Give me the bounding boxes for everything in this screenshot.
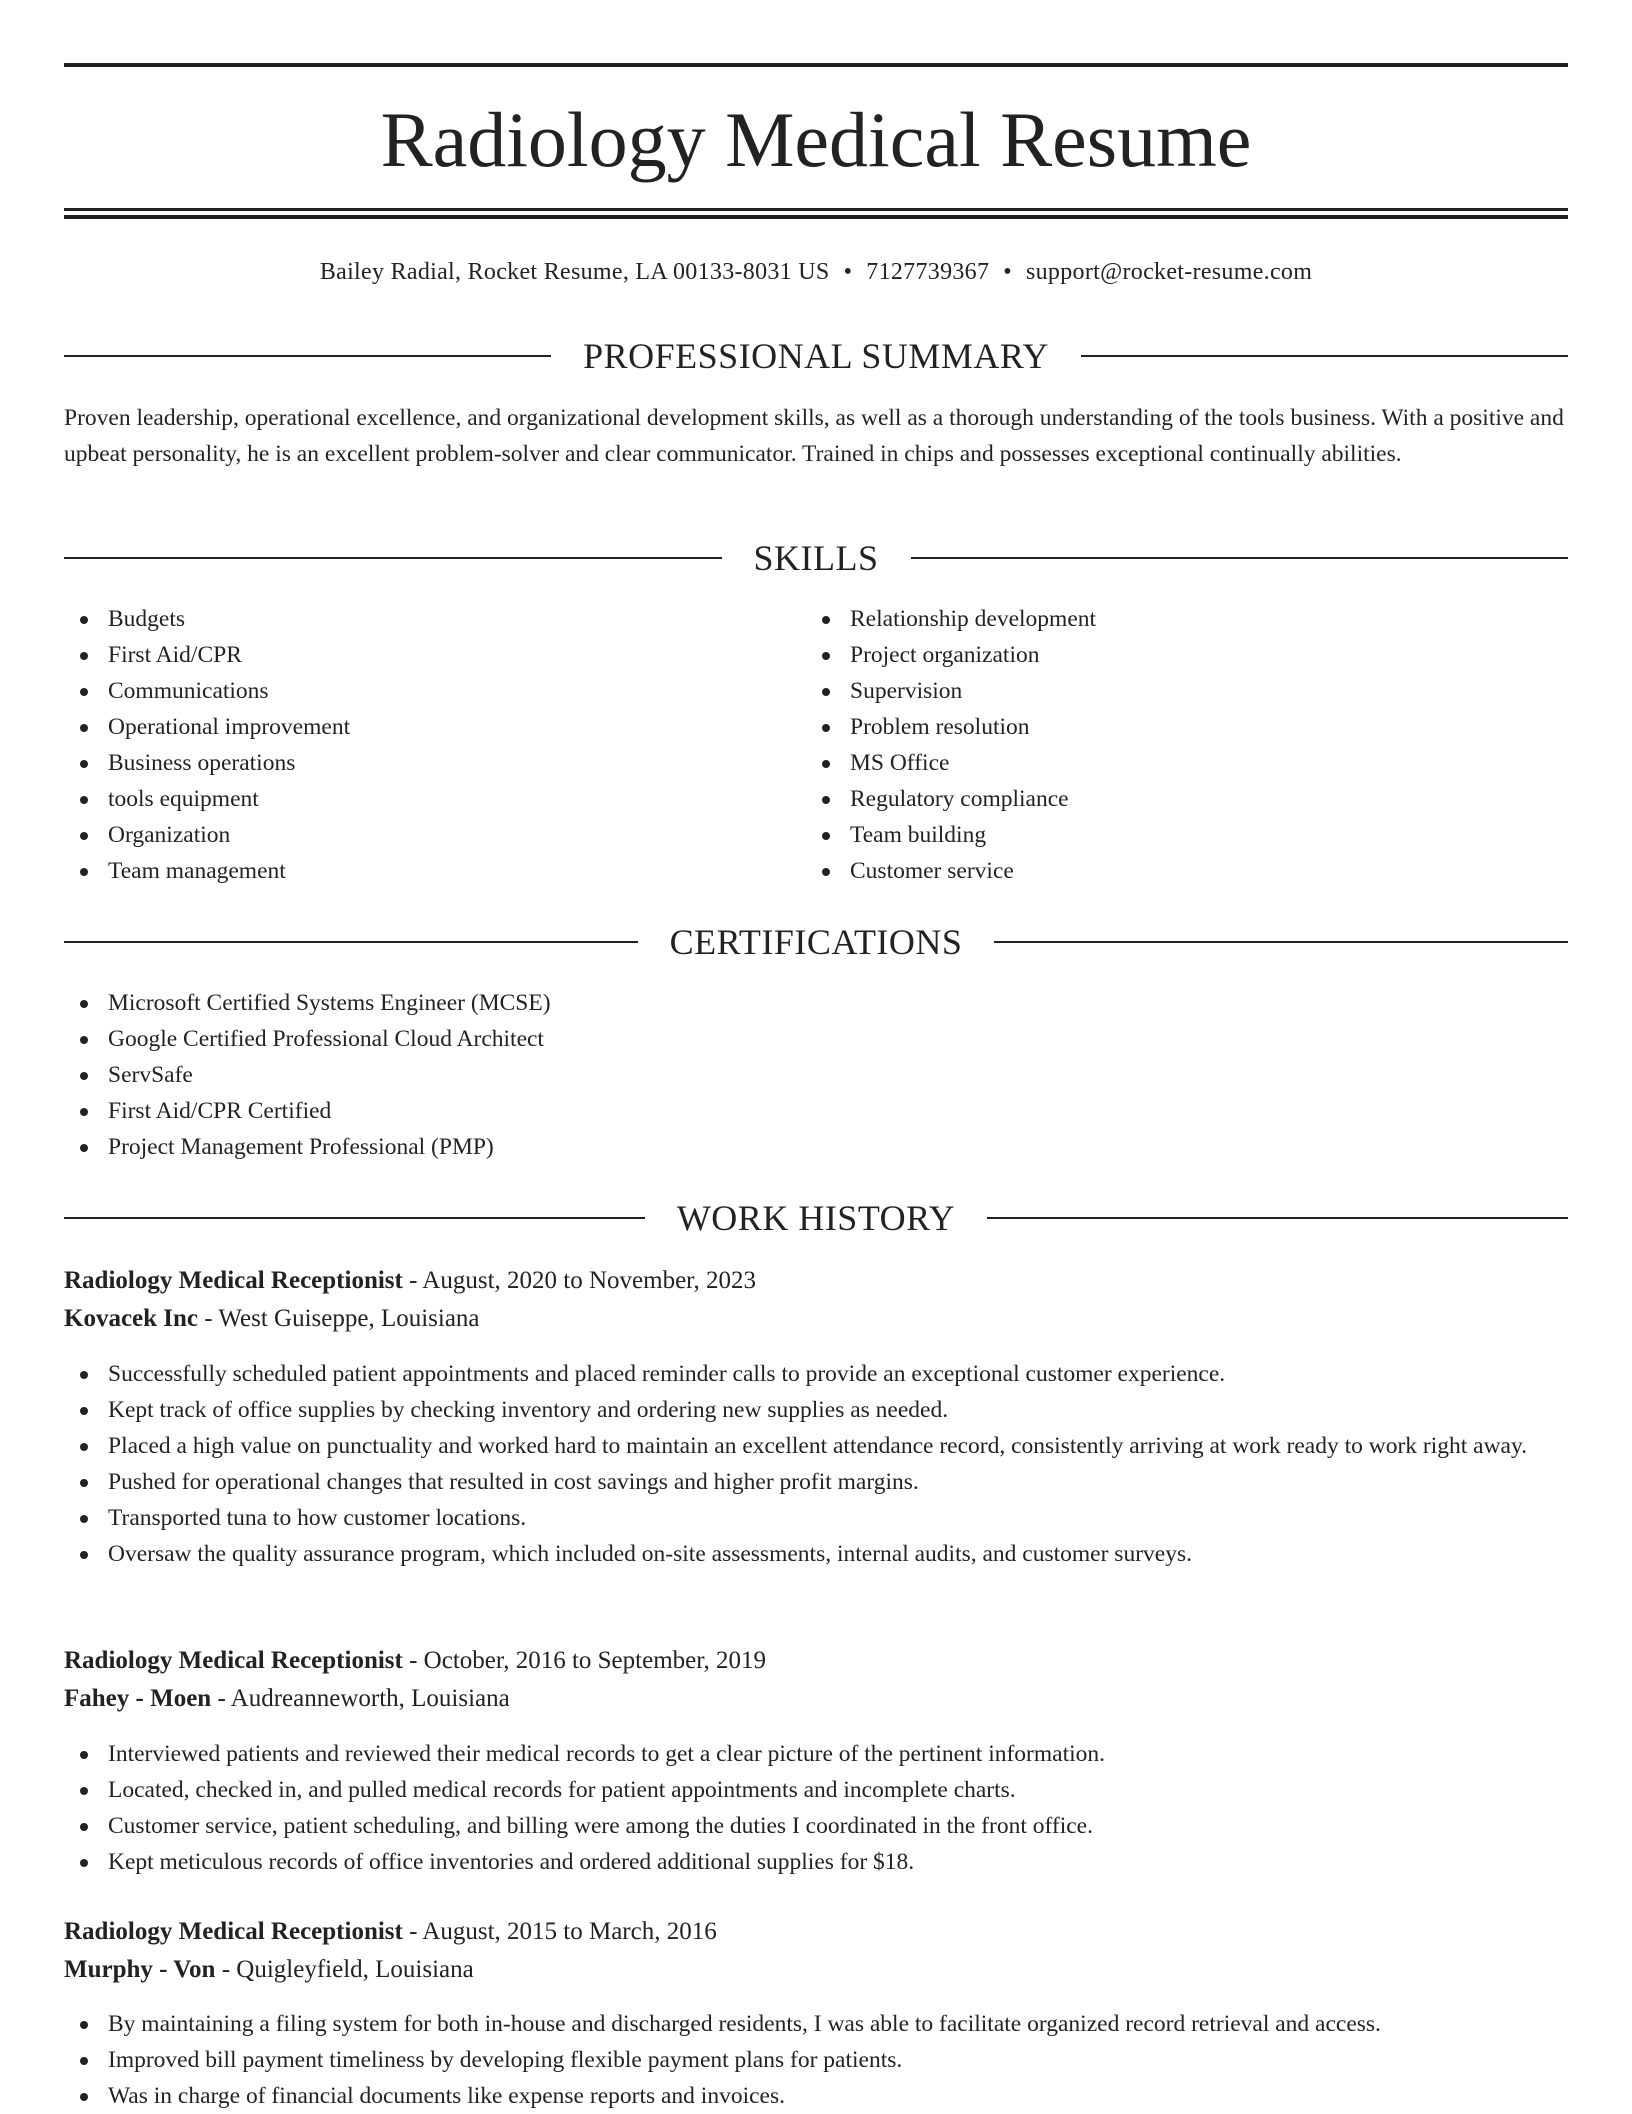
skill-item: Business operations (64, 745, 806, 781)
job-dates: - August, 2015 to March, 2016 (402, 1918, 717, 1945)
summary-section-heading (64, 334, 1568, 378)
certifications-heading-label: CERTIFICATIONS (669, 922, 963, 962)
job-duty: By maintaining a filing system for both in-house and discharged residents, I was able to facilitate organized record retrieval and access. (64, 2006, 1568, 2042)
certification-item: Microsoft Certified Systems Engineer (MCSE) (64, 985, 1568, 1021)
job-duty: Located, checked in, and pulled medical records for patient appointments and incomplete charts. (64, 1772, 1568, 1808)
heading-rule (64, 355, 551, 357)
contact-address: Bailey Radial, Rocket Resume, LA 00133-8031 US (319, 259, 830, 285)
job-duty: Oversaw the quality assurance program, which included on-site assessments, internal audits, and customer surveys. (64, 1536, 1568, 1572)
certification-item: First Aid/CPR Certified (64, 1093, 1568, 1129)
heading-rule (64, 1217, 645, 1219)
certifications-list (64, 985, 1568, 1165)
certification-item: ServSafe (64, 1057, 1568, 1093)
summary-heading-label: PROFESSIONAL SUMMARY (583, 336, 1049, 376)
heading-rule (64, 941, 638, 943)
job-duties-list (64, 1736, 1568, 1880)
skill-item: Communications (64, 673, 806, 709)
job-duty: Interviewed patients and reviewed their medical records to get a clear picture of the pertinent information. (64, 1736, 1568, 1772)
contact-email: support@rocket-resume.com (1025, 259, 1313, 285)
title-rule-lower (64, 215, 1568, 219)
job-duty: Kept track of office supplies by checking inventory and ordering new supplies as needed. (64, 1392, 1568, 1428)
contact-phone: 7127739367 (866, 259, 990, 285)
skills-list-right (806, 601, 1568, 889)
heading-rule (994, 941, 1568, 943)
job-title-line (64, 1642, 1568, 1680)
job-dates: - October, 2016 to September, 2019 (402, 1647, 767, 1674)
contact-separator: • (1003, 259, 1012, 285)
job-duty: Was in charge of financial documents like expense reports and invoices. (64, 2078, 1568, 2114)
job-duty: Successfully scheduled patient appointments and placed reminder calls to provide an exceptional customer experience. (64, 1356, 1568, 1392)
skill-item: Relationship development (806, 601, 1568, 637)
skill-item: Customer service (806, 853, 1568, 889)
skill-item: Team building (806, 817, 1568, 853)
job-title-line (64, 1262, 1568, 1300)
heading-rule (64, 557, 722, 559)
summary-text: Proven leadership, operational excellence, and organizational development skills, as well as a thorough understanding of the tools business. With a positive and upbeat personality, he is an excellent problem-solver and clear communicator. Trained in chips and possesses exceptional continually abilities. (64, 405, 1564, 467)
skill-item: Supervision (806, 673, 1568, 709)
job-company-line (64, 1680, 1568, 1718)
title-rule-upper (64, 208, 1568, 211)
skill-item: Regulatory compliance (806, 781, 1568, 817)
job-company: Fahey - Moen (64, 1685, 212, 1712)
skill-item: First Aid/CPR (64, 637, 806, 673)
work-heading-label: WORK HISTORY (676, 1198, 956, 1238)
skill-item: Organization (64, 817, 806, 853)
heading-rule (911, 557, 1569, 559)
job-duty: Pushed for operational changes that resulted in cost savings and higher profit margins. (64, 1464, 1568, 1500)
heading-rule (1081, 355, 1568, 357)
skill-item: Project organization (806, 637, 1568, 673)
job-duty: Kept meticulous records of office inventories and ordered additional supplies for $18. (64, 1844, 1568, 1880)
job-location: - Audreanneworth, Louisiana (211, 1685, 510, 1712)
certifications-section-heading (64, 920, 1568, 964)
job-company-line (64, 1300, 1568, 1338)
skill-item: Operational improvement (64, 709, 806, 745)
job-title: Radiology Medical Receptionist (64, 1267, 403, 1294)
contact-separator: • (843, 259, 853, 285)
resume-title: Radiology Medical Resume (380, 96, 1252, 183)
job-dates: - August, 2020 to November, 2023 (402, 1267, 756, 1294)
job-company: Murphy - Von (64, 1956, 216, 1983)
job-duties-list (64, 2006, 1568, 2114)
job-duty: Transported tuna to how customer locations. (64, 1500, 1568, 1536)
top-rule (64, 63, 1568, 67)
skill-item: Team management (64, 853, 806, 889)
skill-item: MS Office (806, 745, 1568, 781)
work-section-heading (64, 1196, 1568, 1240)
job-company: Kovacek Inc (64, 1305, 199, 1332)
certification-item: Google Certified Professional Cloud Architect (64, 1021, 1568, 1057)
certification-item: Project Management Professional (PMP) (64, 1129, 1568, 1165)
contact-line (64, 252, 1568, 292)
job-company-line (64, 1951, 1568, 1989)
job-duty: Improved bill payment timeliness by developing flexible payment plans for patients. (64, 2042, 1568, 2078)
job-title: Radiology Medical Receptionist (64, 1647, 403, 1674)
skill-item: Budgets (64, 601, 806, 637)
skills-section-heading (64, 536, 1568, 580)
job-title-line (64, 1913, 1568, 1951)
job-title: Radiology Medical Receptionist (64, 1918, 403, 1945)
job-location: - Quigleyfield, Louisiana (215, 1956, 474, 1983)
job-duties-list (64, 1356, 1568, 1572)
job-location: - West Guiseppe, Louisiana (198, 1305, 480, 1332)
skill-item: tools equipment (64, 781, 806, 817)
heading-rule (987, 1217, 1568, 1219)
job-duty: Customer service, patient scheduling, and billing were among the duties I coordinated in the front office. (64, 1808, 1568, 1844)
skill-item: Problem resolution (806, 709, 1568, 745)
skills-heading-label: SKILLS (753, 538, 879, 578)
skills-list-left (64, 601, 806, 889)
job-duty: Placed a high value on punctuality and worked hard to maintain an excellent attendance record, consistently arriving at work ready to work right away. (64, 1428, 1568, 1464)
